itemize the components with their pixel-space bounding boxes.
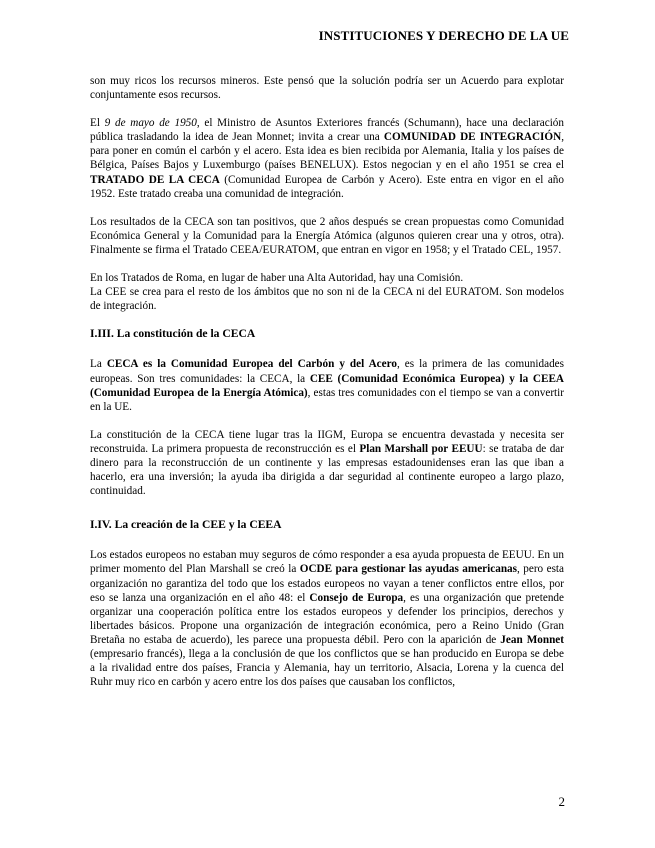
bold-term: Jean Monnet [500,633,564,646]
bold-term: Consejo de Europa [309,591,404,604]
text-run: En los Tratados de Roma, en lugar de haber una Alta Autoridad, hay una Comisión. [90,272,464,285]
paragraph [90,271,564,285]
text-run: Los estados europeos no estaban muy seguros de cómo responder a esa ayuda propuesta de EEUU. En un primer momento del Plan Marshall se creó la [90,549,564,576]
paragraph [90,215,564,257]
text-run: La constitución de la CECA tiene lugar tras la IIGM, Europa se encuentra devastada y necesita ser reconstruida. La primera propuesta de reconstrucción es el [90,428,564,455]
section-heading: I.IV. La creación de la CEE y la CEEA [90,518,282,532]
paragraph [90,357,564,413]
text-run: : se trataba de dar dinero para la reconstrucción de un continente y las empresas estadounidenses eran las que iban a hacerlo, era una inversión; la ayuda iba dirigida a dar seguridad al continente europeo a largo plazo, continuidad. [90,442,564,498]
paragraph [90,285,564,313]
paragraph [90,428,564,498]
paragraph [90,74,564,102]
page-number: 2 [558,794,565,809]
text-run: , estas tres comunidades con el tiempo se van a convertir en la UE. [90,386,564,413]
text-run: , pero esta organización no garantiza del todo que los estados europeos no vayan a tener conflictos entre ellos, por eso se lanza una organización en el año 48: el [90,563,564,604]
text-run: El [90,117,105,130]
bold-term: COMUNIDAD DE INTEGRACIÓN [383,131,562,144]
bold-term: TRATADO DE LA CECA [90,173,220,186]
bold-term: CECA es la Comunidad Europea del Carbón y del Acero [106,358,397,371]
bold-term: CEE (Comunidad Económica Europea) y la CEEA (Comunidad Europea de la Energía Atómica) [90,372,564,399]
text-run: (empresario francés), llega a la conclusión de que los conflictos que se han producido en Europa se debe a la rivalidad entre dos países, Francia y Alemania, hay un territorio, Alsacia, Lorena y la cuenca del Ruhr muy rico en carbón y acero entre los dos países que causaban los conflictos, [90,648,564,689]
paragraph [90,548,564,689]
document-body [90,74,564,703]
text-run: Los resultados de la CECA son tan positivos, que 2 años después se crean propuestas como Comunidad Económica General y la Comunidad para la Energía Atómica (algunos quieren crear una y otros, otra). Finalmente se firma el Tratado CEEA/EURATOM, que entran en vigor en 1958; y el Tratado CEL, 1957. [90,215,564,256]
text-run: , para poner en común el carbón y el acero. Esta idea es bien recibida por Alemania, Italia y los países de Bélgica, Países Bajos y Luxemburgo (países BENELUX). Estos negocian y en el año 1951 se crea el [90,131,564,172]
text-run: (Comunidad Europea de Carbón y Acero). Este entra en vigor en el año 1952. Este tratado creaba una comunidad de integración. [90,173,564,200]
text-run: , es una organización que pretende organizar una cooperación política entre los estados europeos y defender los principios, derechos y libertades básicos. Propone una organización de integración económica, pero a Reino Unido (Gran Bretaña no estaba de acuerdo), les parece una propuesta débil. Pero con la aparición de [90,591,564,646]
text-run: son muy ricos los recursos mineros. Este pensó que la solución podría ser un Acuerdo para explotar conjuntamente esos recursos. [90,75,564,102]
bold-term: Plan Marshall por EEUU [359,442,483,455]
text-run: La CEE se crea para el resto de los ámbitos que no son ni de la CECA ni del EURATOM. Son modelos de integración. [90,286,564,313]
text-run: La [90,358,107,371]
paragraph [90,116,564,201]
section-heading: I.III. La constitución de la CECA [90,327,256,341]
text-run: , es la primera de las comunidades europeas. Son tres comunidades: la CECA, la [90,358,564,385]
text-run: , el Ministro de Asuntos Exteriores francés (Schumann), hace una declaración pública trasladando la idea de Jean Monnet; invita a crear una [90,117,564,144]
document-header: INSTITUCIONES Y DERECHO DE LA UE [318,28,569,43]
bold-term: OCDE para gestionar las ayudas americanas [299,563,517,576]
date-emphasis: 9 de mayo de 1950 [104,117,197,130]
